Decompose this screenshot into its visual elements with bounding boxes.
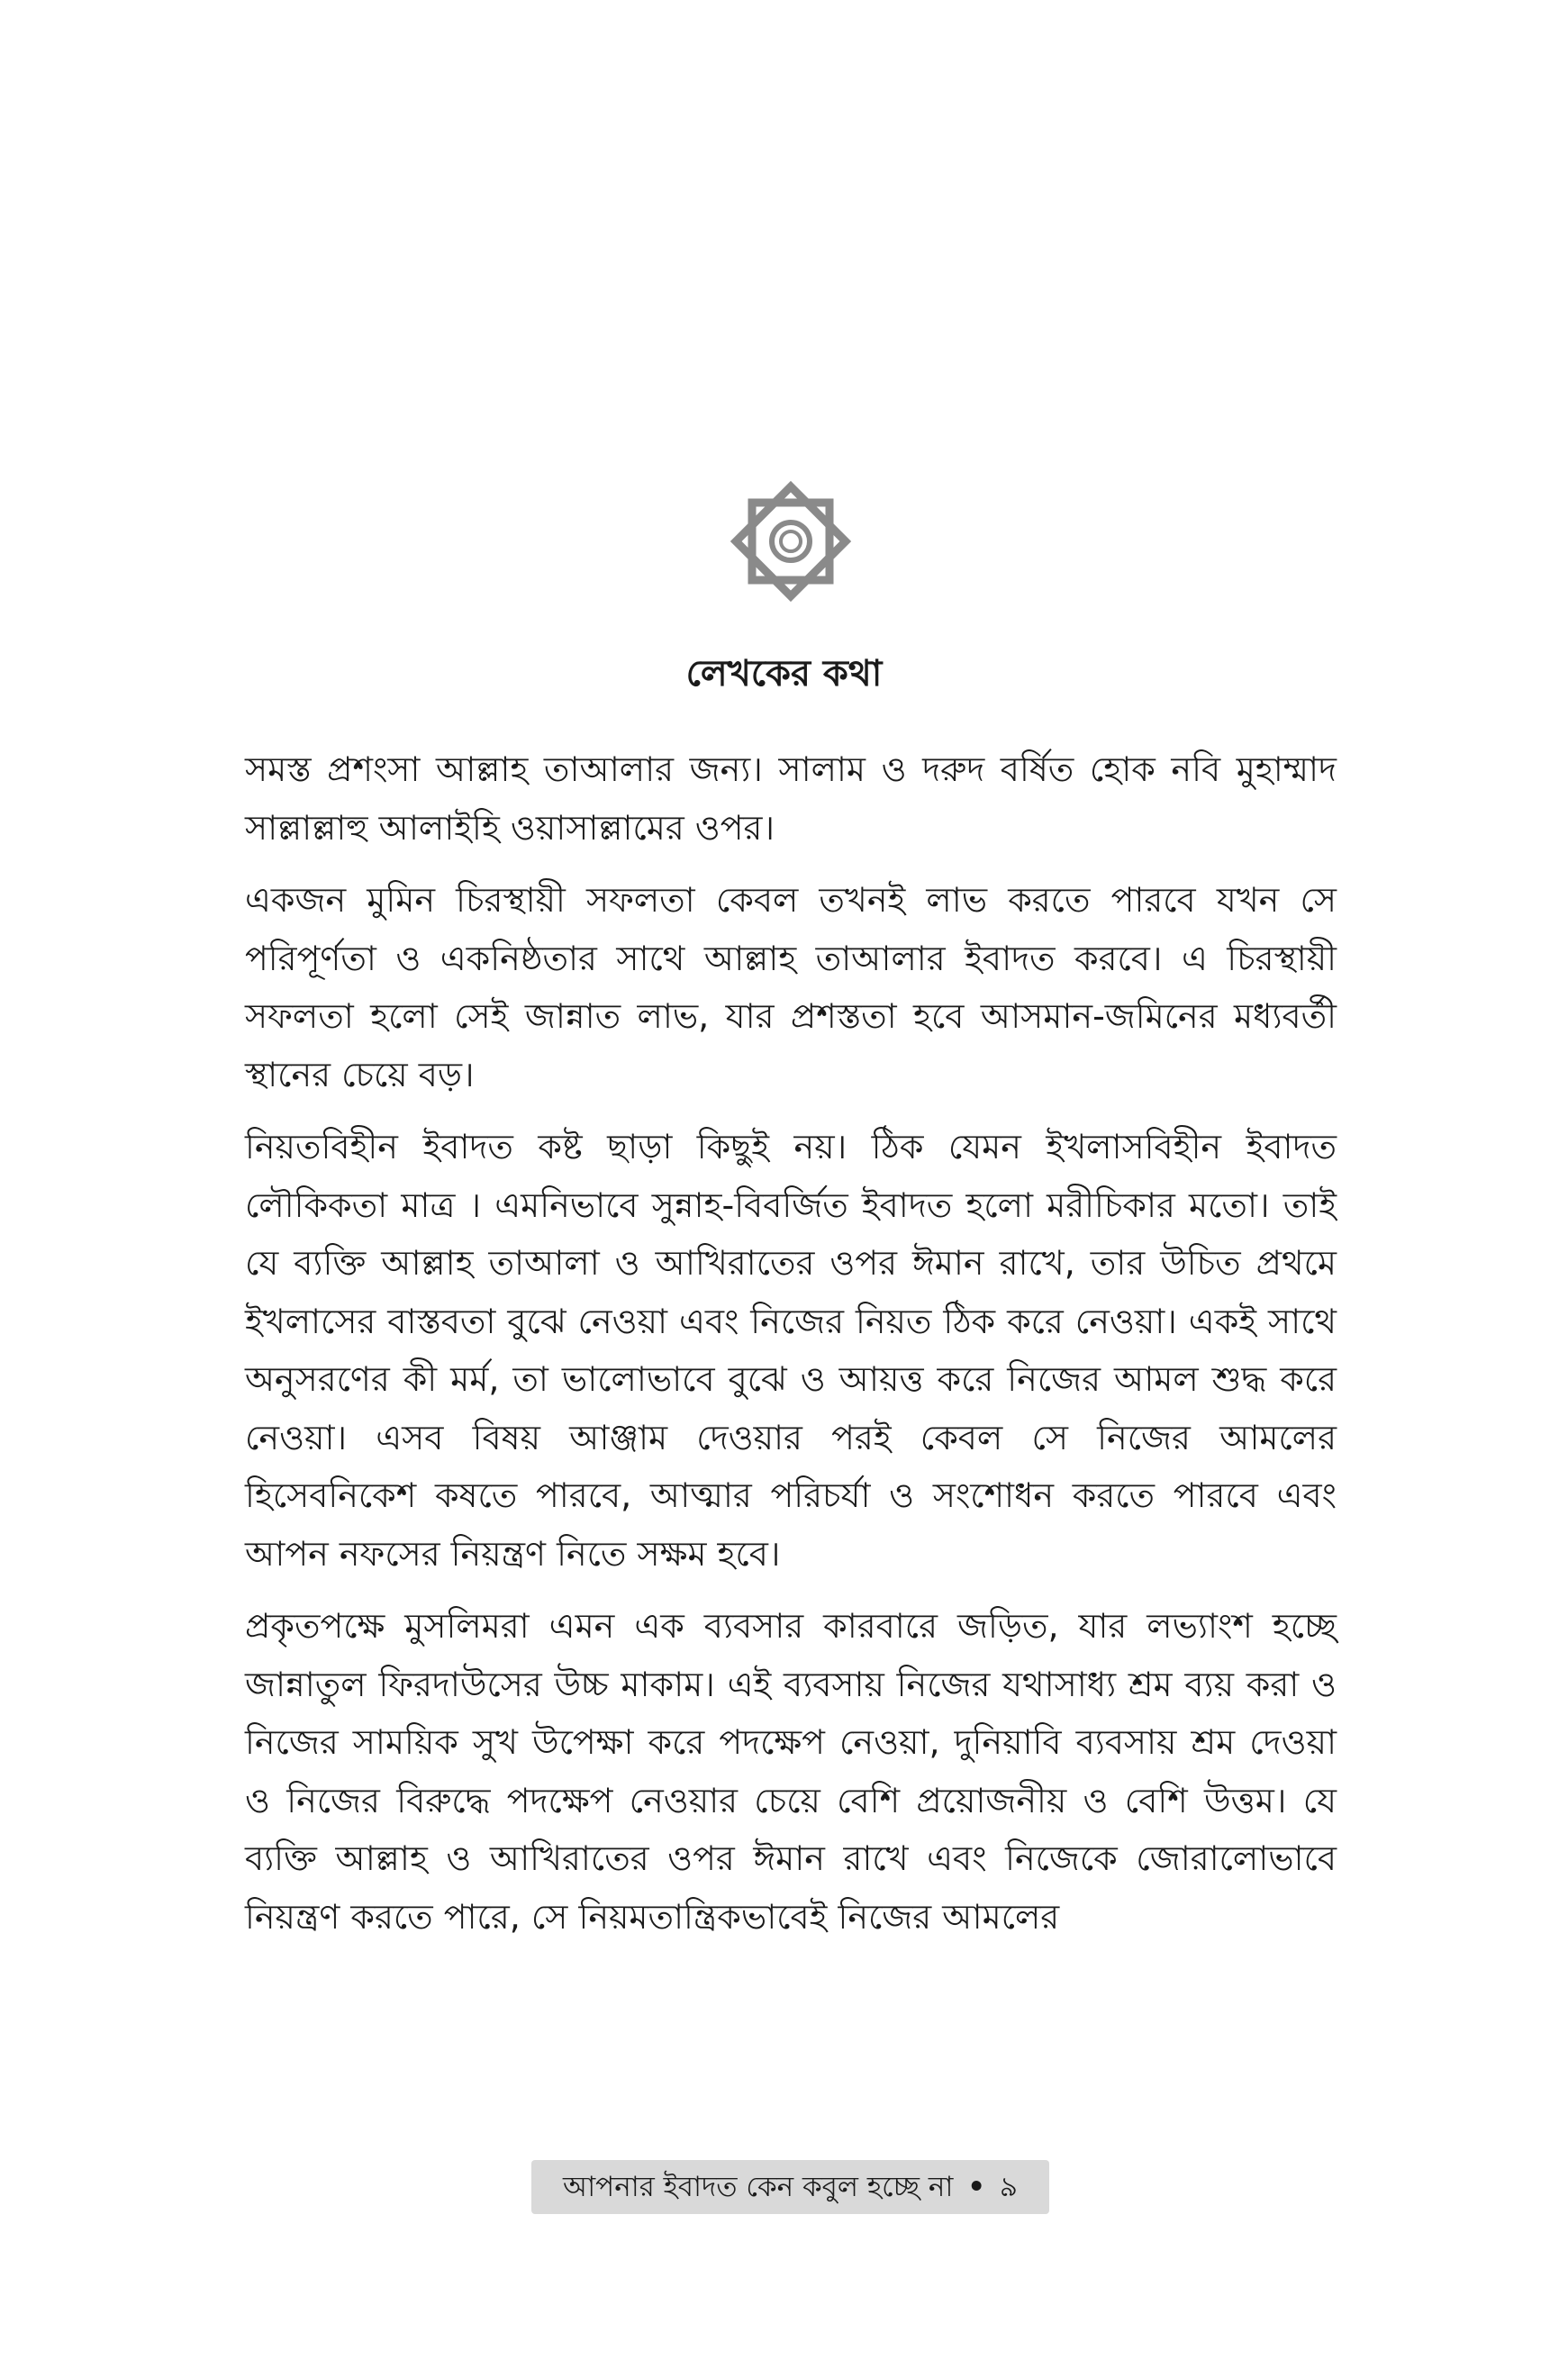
paragraph: নিয়তবিহীন ইবাদত কষ্ট ছাড়া কিছুই নয়। ঠিক যেমন ইখলাসবিহীন ইবাদত লৌকিকতা মাত্র । এমনিভাবে সুন্নাহ-বিবর্জিত ইবাদত হলো মরীচিকার মতো। তাই যে ব্যক্তি আল্লাহ তাআলা ও আখিরাতের ওপর ঈমান রাখে, তার উচিত প্রথমে ইখলাসের বাস্তবতা বুঝে নেওয়া এবং নিজের নিয়ত ঠিক করে নেওয়া। একই সাথে অনুসরণের কী মর্ম, তা ভালোভাবে বুঝে ও আয়ত্ত করে নিজের আমল শুদ্ধ করে নেওয়া। এসব বিষয় আঞ্জাম দেওয়ার পরই কেবল সে নিজের আমলের হিসেবনিকেশ কষতে পারবে, আত্মার পরিচর্যা ও সংশোধন করতে পারবে এবং আপন নফসের নিয়ন্ত্রণ নিতে সক্ষম হবে।: [245, 1127, 1337, 1574]
paragraph: সমস্ত প্রশংসা আল্লাহ তাআলার জন্য। সালাম ও দরুদ বর্ষিত হোক নবি মুহাম্মাদ সাল্লাল্লাহু আলাইহি ওয়াসাল্লামের ওপর।: [245, 749, 1337, 848]
page-number: ৯: [999, 2171, 1018, 2203]
octagram-ornament-icon: [725, 476, 857, 607]
paragraph: একজন মুমিন চিরস্থায়ী সফলতা কেবল তখনই লাভ করতে পারবে যখন সে পরিপূর্ণতা ও একনিষ্ঠতার সাথে আল্লাহ তাআলার ইবাদত করবে। এ চিরস্থায়ী সফলতা হলো সেই জান্নাত লাভ, যার প্রশস্ততা হবে আসমান-জমিনের মধ্যবর্তী স্থানের চেয়ে বড়।: [245, 880, 1337, 1094]
footer-book-title: আপনার ইবাদত কেন কবুল হচ্ছে না: [563, 2171, 954, 2203]
running-footer: [531, 2160, 1049, 2214]
footer-separator: •: [967, 2171, 986, 2203]
page-title: লেখকের কথা: [685, 653, 883, 694]
body-text: [245, 740, 1337, 1960]
paragraph: প্রকৃতপক্ষে মুসলিমরা এমন এক ব্যবসার কারবারে জড়িত, যার লভ্যাংশ হচ্ছে জান্নাতুল ফিরদাউসের উচ্চ মাকাম। এই ব্যবসায় নিজের যথাসাধ্য শ্রম ব্যয় করা ও নিজের সাময়িক সুখ উপেক্ষা করে পদক্ষেপ নেওয়া, দুনিয়াবি ব্যবসায় শ্রম দেওয়া ও নিজের বিরুদ্ধে পদক্ষেপ নেওয়ার চেয়ে বেশি প্রয়োজনীয় ও বেশি উত্তম। যে ব্যক্তি আল্লাহ ও আখিরাতের ওপর ঈমান রাখে এবং নিজেকে জোরালোভাবে নিয়ন্ত্রণ করতে পারে, সে নিয়মতান্ত্রিকভাবেই নিজের আমলের: [245, 1606, 1337, 1937]
